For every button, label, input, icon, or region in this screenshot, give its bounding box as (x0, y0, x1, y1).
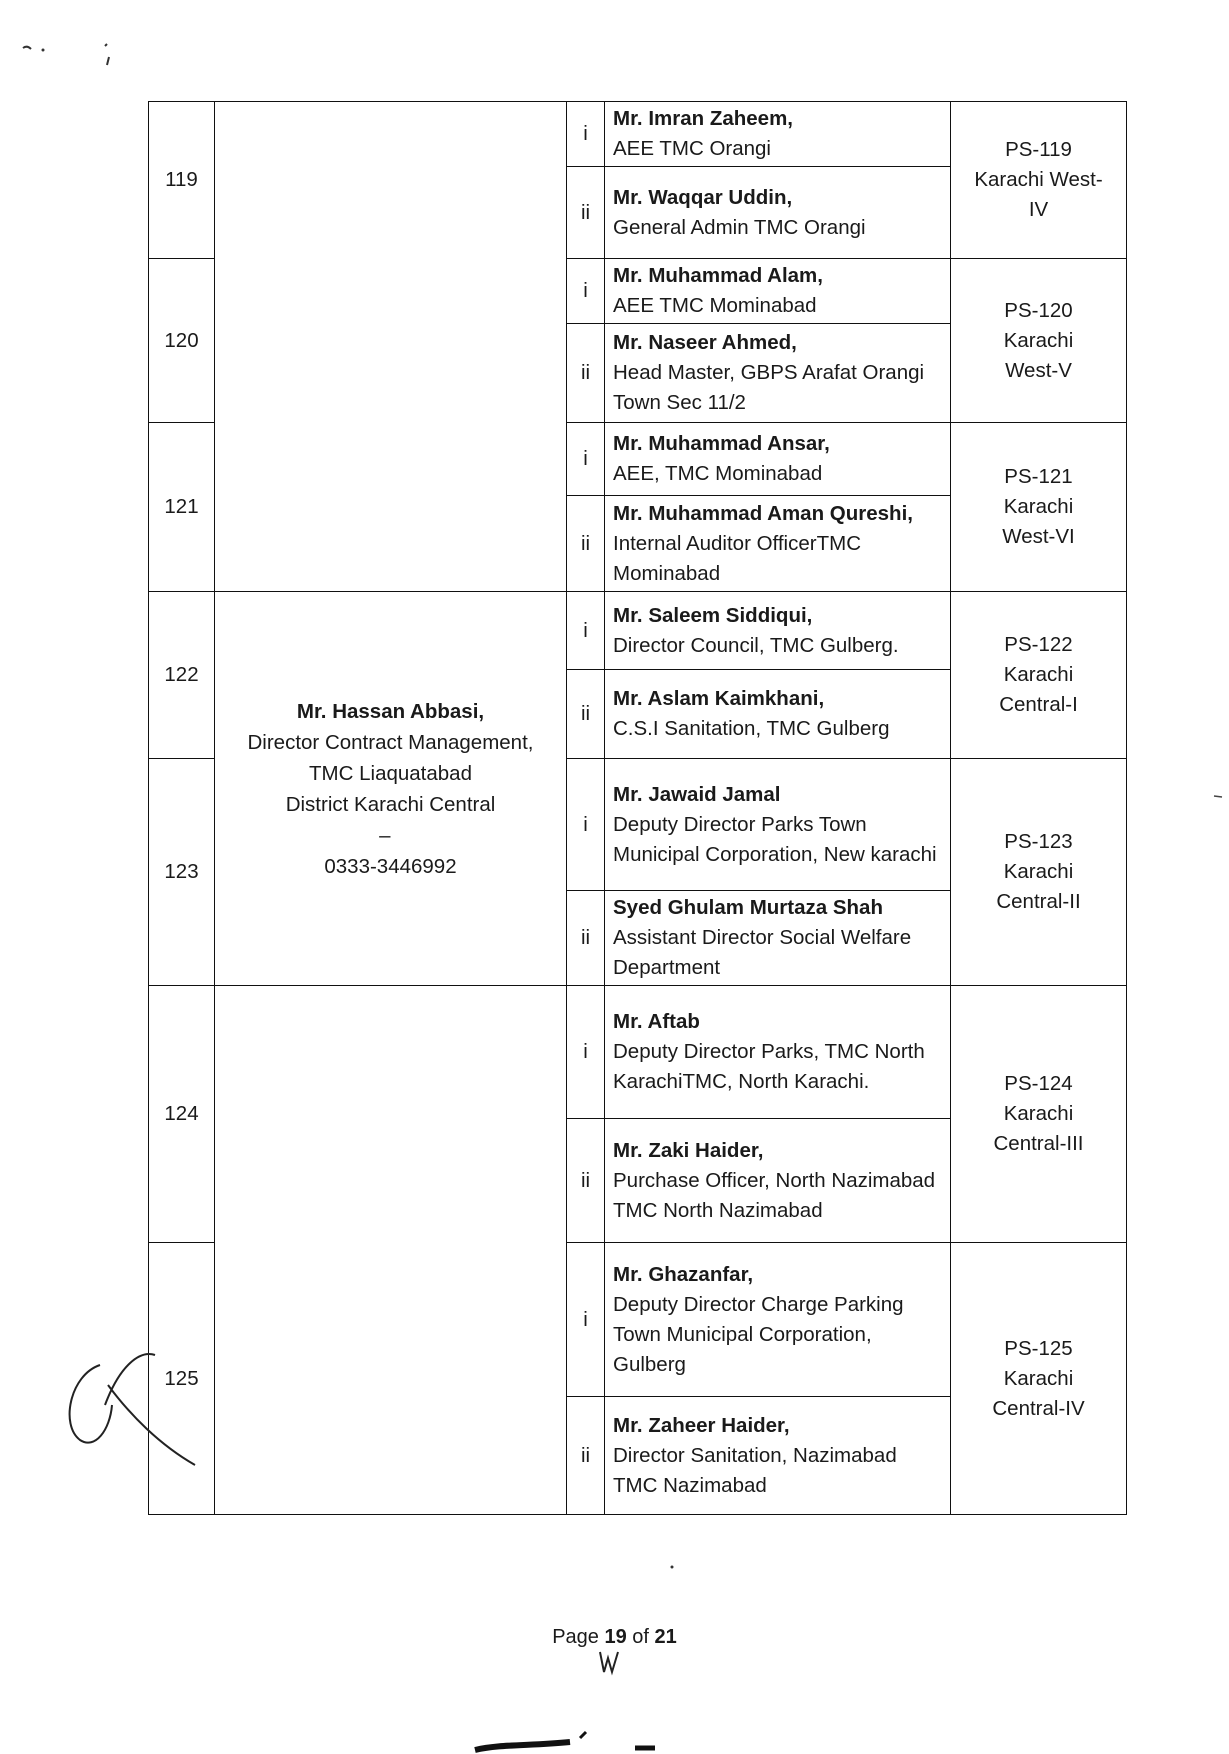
sub-number: ii (567, 167, 605, 259)
officer-name: Mr. Hassan Abbasi, (296, 699, 485, 723)
serial-number: 125 (149, 1243, 215, 1515)
polling-station (951, 592, 1127, 759)
staff-designation: Head Master, GBPS Arafat Orangi Town Sec 11/2 (613, 361, 925, 414)
staff-cell (605, 259, 951, 324)
staff-name: Mr. Aslam Kaimkhani, (613, 687, 825, 710)
serial-number: 123 (149, 759, 215, 986)
ps-area-suffix: IV (1028, 198, 1049, 221)
staff-cell (605, 496, 951, 592)
sub-number: ii (567, 670, 605, 759)
officer-assignment-table (148, 101, 1127, 1515)
sub-number: i (567, 986, 605, 1119)
staff-cell (605, 891, 951, 986)
ps-code: PS-122 (1004, 633, 1073, 656)
staff-cell (605, 167, 951, 259)
polling-station (951, 423, 1127, 592)
bottom-stamp-smudge (470, 1728, 690, 1754)
table-row (149, 592, 1127, 670)
officer-district: District Karachi Central (285, 792, 496, 816)
staff-designation: Purchase Officer, North Nazimabad TMC North Nazimabad (613, 1168, 936, 1222)
ps-area-suffix: West-VI (1002, 525, 1075, 548)
ps-area: Karachi (1003, 663, 1074, 686)
ps-area: Karachi (1003, 860, 1074, 883)
staff-cell (605, 1119, 951, 1243)
scan-speck (668, 1562, 676, 1572)
page-footer (0, 1626, 1229, 1649)
ps-area-suffix: West-V (1005, 358, 1072, 382)
footer-initials (596, 1648, 626, 1678)
staff-designation: Assistant Director Social Welfare Department (613, 926, 912, 979)
staff-designation: Deputy Director Charge Parking Town Municipal Corporation, Gulberg (613, 1292, 904, 1376)
staff-name: Mr. Aftab (613, 1010, 700, 1033)
ps-area: Karachi (1003, 1366, 1074, 1390)
officer-phone-line: – 0333-3446992 (215, 820, 566, 882)
polling-station (951, 986, 1127, 1243)
supervising-officer (215, 696, 566, 882)
staff-cell (605, 102, 951, 167)
ps-area-suffix: Central-III (993, 1132, 1084, 1155)
serial-number: 119 (149, 102, 215, 259)
ps-area-suffix: Central-II (996, 890, 1081, 913)
officer-organization: TMC Liaquatabad (309, 761, 472, 785)
staff-designation: Deputy Director Parks, TMC North KarachiTMC, North Karachi. (613, 1040, 925, 1093)
staff-cell (605, 1243, 951, 1397)
staff-name: Mr. Saleem Siddiqui, (613, 603, 813, 627)
sub-number: i (567, 259, 605, 324)
ps-area: Karachi (1003, 495, 1074, 518)
table-row (149, 986, 1127, 1119)
sub-number: ii (567, 1119, 605, 1243)
sub-number: ii (567, 891, 605, 986)
serial-number: 120 (149, 259, 215, 423)
empty-officer-cell (215, 986, 567, 1515)
officer-designation: Director Contract Management, (247, 730, 534, 754)
staff-cell (605, 423, 951, 496)
ps-area: Karachi West- (974, 168, 1103, 191)
serial-number: 122 (149, 592, 215, 759)
ps-code: PS-124 (1004, 1072, 1073, 1095)
sub-number: ii (567, 324, 605, 423)
empty-officer-cell (215, 102, 567, 592)
staff-designation: Internal Auditor OfficerTMC Mominabad (613, 531, 861, 585)
staff-name: Mr. Muhammad Ansar, (613, 432, 830, 455)
footer-of: of (632, 1626, 649, 1648)
ps-code: PS-120 (1004, 298, 1073, 322)
staff-name: Mr. Muhammad Aman Qureshi, (613, 501, 913, 525)
scan-specks (15, 40, 115, 76)
sub-number: i (567, 759, 605, 891)
staff-name: Syed Ghulam Murtaza Shah (613, 896, 883, 919)
staff-name: Mr. Muhammad Alam, (613, 264, 823, 287)
staff-name: Mr. Imran Zaheem, (613, 107, 794, 130)
staff-cell (605, 592, 951, 670)
polling-station (951, 759, 1127, 986)
staff-name: Mr. Jawaid Jamal (613, 782, 781, 806)
polling-station (951, 1243, 1127, 1515)
ps-code: PS-121 (1004, 465, 1073, 488)
staff-designation: AEE TMC Mominabad (613, 294, 817, 317)
officer-phone: 0333-3446992 (324, 854, 457, 878)
polling-station (951, 259, 1127, 423)
sub-number: i (567, 423, 605, 496)
scan-speck (1212, 792, 1224, 800)
table-row (149, 102, 1127, 167)
footer-current-page: 19 (604, 1626, 627, 1648)
staff-designation: AEE TMC Orangi (613, 137, 771, 160)
sub-number: i (567, 592, 605, 670)
staff-cell (605, 986, 951, 1119)
staff-name: Mr. Zaki Haider, (613, 1138, 764, 1162)
sub-number: i (567, 1243, 605, 1397)
polling-station (951, 102, 1127, 259)
ps-area-suffix: Central-IV (992, 1396, 1085, 1420)
serial-number: 121 (149, 423, 215, 592)
ps-area: Karachi (1003, 328, 1074, 352)
staff-name: Mr. Zaheer Haider, (613, 1413, 790, 1437)
staff-cell (605, 759, 951, 891)
handwritten-initials (60, 1345, 210, 1475)
staff-designation: Deputy Director Parks Town Municipal Corporation, New karachi (613, 812, 937, 866)
staff-designation: General Admin TMC Orangi (613, 215, 866, 239)
staff-cell (605, 324, 951, 423)
ps-code: PS-119 (1005, 138, 1072, 161)
sub-number: ii (567, 1397, 605, 1515)
staff-designation: Director Sanitation, Nazimabad TMC Nazimabad (613, 1443, 897, 1497)
supervising-officer-cell (215, 592, 567, 986)
staff-name: Mr. Naseer Ahmed, (613, 331, 797, 354)
sub-number: i (567, 102, 605, 167)
staff-designation: Director Council, TMC Gulberg. (613, 633, 899, 657)
ps-area-suffix: Central-I (999, 693, 1078, 716)
staff-cell (605, 1397, 951, 1515)
ps-area: Karachi (1003, 1102, 1074, 1125)
staff-designation: AEE, TMC Mominabad (613, 462, 823, 485)
ps-code: PS-123 (1004, 830, 1073, 853)
serial-number: 124 (149, 986, 215, 1243)
footer-prefix: Page (552, 1626, 599, 1648)
sub-number: ii (567, 496, 605, 592)
ps-code: PS-125 (1004, 1336, 1073, 1360)
staff-name: Mr. Waqqar Uddin, (613, 185, 793, 209)
staff-name: Mr. Ghazanfar, (613, 1262, 754, 1286)
footer-total-pages: 21 (654, 1626, 677, 1648)
staff-cell (605, 670, 951, 759)
staff-designation: C.S.I Sanitation, TMC Gulberg (613, 717, 890, 740)
